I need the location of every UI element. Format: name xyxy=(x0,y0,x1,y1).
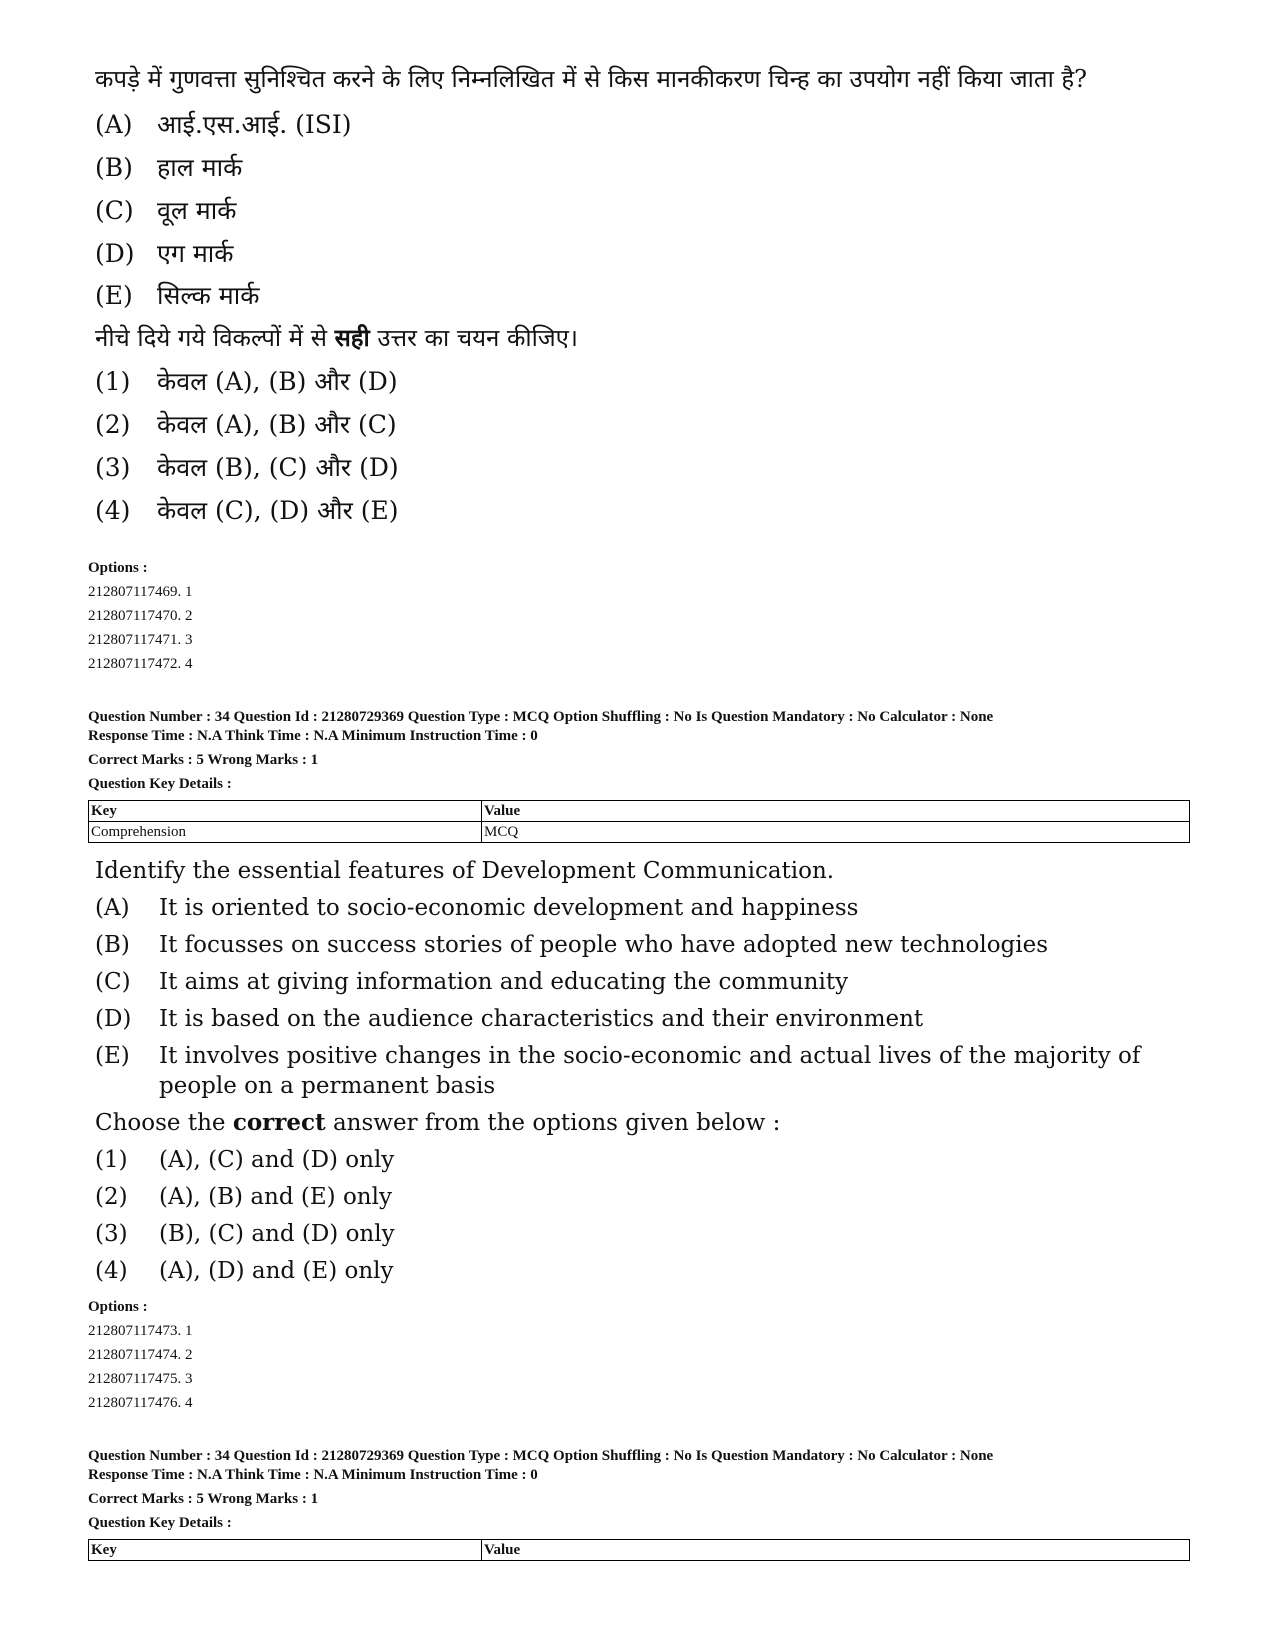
q2-options-heading: Options : xyxy=(88,1299,148,1315)
q2-option-2: 212807117474. 2 xyxy=(88,1347,193,1363)
q1-statement-b: (B) हाल मार्क xyxy=(95,153,243,182)
q1-instruction: नीचे दिये गये विकल्पों में से सही उत्तर का चयन कीजिए। xyxy=(95,323,579,352)
q1-statement-e: (E) सिल्क मार्क xyxy=(95,281,260,310)
q2-statement-c: (C) It aims at giving information and educating the community xyxy=(95,969,849,995)
meta2-key-details: Question Key Details : xyxy=(88,1515,232,1531)
q1-statement-c: (C) वूल मार्क xyxy=(95,196,237,225)
q2-choice-2: (2) (A), (B) and (E) only xyxy=(95,1184,392,1210)
table-header-key: Key xyxy=(89,1540,482,1561)
q2-question: Identify the essential features of Development Communication. xyxy=(95,858,835,884)
q2-statement-b: (B) It focusses on success stories of people who have adopted new technologies xyxy=(95,932,1049,958)
q2-statement-a: (A) It is oriented to socio-economic development and happiness xyxy=(95,895,859,921)
q1-option-3: 212807117471. 3 xyxy=(88,632,193,648)
q1-choice-2: (2) केवल (A), (B) और (C) xyxy=(95,410,397,439)
q2-choice-3: (3) (B), (C) and (D) only xyxy=(95,1221,395,1247)
table-row xyxy=(89,822,1190,843)
q1-option-2: 212807117470. 2 xyxy=(88,608,193,624)
meta2-line1: Question Number : 34 Question Id : 21280729369 Question Type : MCQ Option Shuffling : No Is Question Mandatory : No Calculator : None xyxy=(88,1448,994,1464)
q2-option-3: 212807117475. 3 xyxy=(88,1371,193,1387)
q1-option-1: 212807117469. 1 xyxy=(88,584,193,600)
q2-choice-1: (1) (A), (C) and (D) only xyxy=(95,1147,395,1173)
q1-choice-3: (3) केवल (B), (C) और (D) xyxy=(95,453,399,482)
q2-statement-d: (D) It is based on the audience characteristics and their environment xyxy=(95,1006,924,1032)
meta1-line2: Response Time : N.A Think Time : N.A Minimum Instruction Time : 0 xyxy=(88,728,538,744)
q2-choice-4: (4) (A), (D) and (E) only xyxy=(95,1258,394,1284)
table-row xyxy=(89,801,1190,822)
meta1-line1: Question Number : 34 Question Id : 21280729369 Question Type : MCQ Option Shuffling : No Is Question Mandatory : No Calculator : None xyxy=(88,709,994,725)
meta1-key-details: Question Key Details : xyxy=(88,776,232,792)
table-header-value: Value xyxy=(482,801,1190,822)
q1-statement-a: (A) आई.एस.आई. (ISI) xyxy=(95,110,352,139)
q1-choice-4: (4) केवल (C), (D) और (E) xyxy=(95,496,399,525)
meta1-key-table xyxy=(88,800,1190,843)
meta2-key-table xyxy=(88,1539,1190,1561)
table-row xyxy=(89,1540,1190,1561)
q1-options-heading: Options : xyxy=(88,560,148,576)
q2-statement-e: (E) It involves positive changes in the socio-economic and actual lives of the majority of people on a permanent basis xyxy=(95,1043,1141,1099)
table-header-key: Key xyxy=(89,801,482,822)
q1-choice-1: (1) केवल (A), (B) और (D) xyxy=(95,367,398,396)
meta2-line2: Response Time : N.A Think Time : N.A Minimum Instruction Time : 0 xyxy=(88,1467,538,1483)
table-header-value: Value xyxy=(482,1540,1190,1561)
table-cell-value: MCQ xyxy=(482,822,1190,843)
q2-option-4: 212807117476. 4 xyxy=(88,1395,193,1411)
q1-statement-d: (D) एग मार्क xyxy=(95,239,234,268)
q1-option-4: 212807117472. 4 xyxy=(88,656,193,672)
table-cell-key: Comprehension xyxy=(89,822,482,843)
q1-question: कपड़े में गुणवत्ता सुनिश्चित करने के लिए निम्नलिखित में से किस मानकीकरण चिन्ह का उपयोग नहीं किया जाता है? xyxy=(95,65,1088,93)
meta1-marks: Correct Marks : 5 Wrong Marks : 1 xyxy=(88,752,319,768)
q2-instruction: Choose the correct answer from the options given below : xyxy=(95,1109,781,1136)
meta2-marks: Correct Marks : 5 Wrong Marks : 1 xyxy=(88,1491,319,1507)
q2-option-1: 212807117473. 1 xyxy=(88,1323,193,1339)
